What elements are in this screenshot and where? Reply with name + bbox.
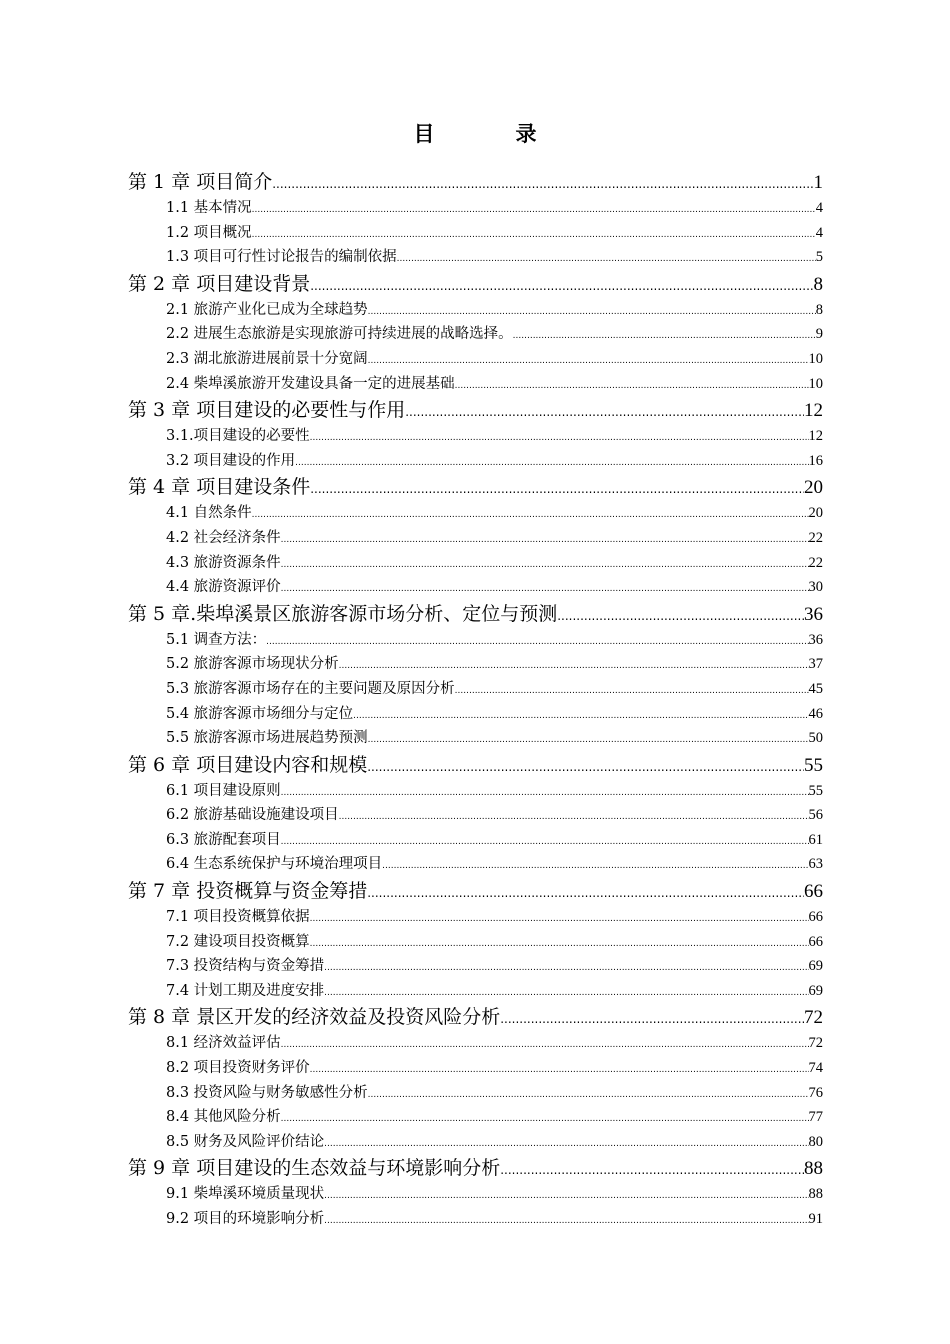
toc-dot-leader — [281, 575, 809, 602]
toc-page-number: 10 — [808, 375, 823, 392]
toc-section-entry[interactable] — [128, 1207, 823, 1232]
toc-section-entry[interactable] — [128, 347, 823, 372]
toc-dot-leader — [500, 1154, 804, 1184]
toc-entry-label: 第 5 章.柴埠溪景区旅游客源市场分析、定位与预测 — [128, 602, 558, 625]
toc-dot-leader — [339, 803, 809, 830]
toc-entry-label: 5.1 调查方法： — [166, 631, 267, 648]
toc-entry-label: 5.2 旅游客源市场现状分析 — [166, 656, 339, 673]
toc-dot-leader — [368, 298, 816, 325]
toc-entry-label: 6.3 旅游配套项目 — [166, 831, 281, 848]
toc-dot-leader — [405, 396, 804, 426]
toc-dot-leader — [455, 677, 809, 704]
toc-entry-label: 第 4 章 项目建设条件 — [128, 476, 311, 499]
toc-entry-label: 2.2 进展生态旅游是实现旅游可持续进展的战略选择。 — [166, 326, 513, 343]
toc-dot-leader — [310, 473, 804, 503]
toc-page-number: 66 — [808, 933, 823, 950]
toc-entry-label: 7.2 建设项目投资概算 — [166, 933, 310, 950]
toc-entry-label: 1.1 基本情况 — [166, 200, 252, 216]
toc-page-number: 1 — [813, 172, 823, 193]
toc-page-number: 20 — [808, 505, 823, 522]
toc-page-number: 22 — [808, 529, 823, 546]
toc-page-number: 37 — [808, 656, 823, 673]
toc-dot-leader — [324, 1207, 808, 1234]
toc-section-entry[interactable] — [128, 1105, 823, 1130]
toc-page-number: 36 — [808, 631, 823, 648]
toc-page-number: 91 — [808, 1211, 823, 1227]
toc-entry-label: 6.2 旅游基础设施建设项目 — [166, 807, 339, 824]
toc-section-entry[interactable] — [128, 1130, 823, 1155]
toc-dot-leader — [252, 221, 816, 248]
toc-section-entry[interactable] — [128, 905, 823, 930]
toc-page-number: 55 — [804, 754, 823, 776]
toc-entry-label: 6.1 项目建设原则 — [166, 782, 281, 799]
toc-dot-leader — [252, 196, 816, 223]
toc-entry-label: 第 1 章 项目简介 — [128, 171, 273, 193]
toc-page-number: 72 — [808, 1035, 823, 1052]
toc-page-number: 69 — [808, 958, 823, 975]
toc-section-entry[interactable] — [128, 852, 823, 877]
toc-section-entry[interactable] — [128, 1081, 823, 1106]
toc-page-number: 8 — [813, 273, 823, 295]
toc-chapter-entry[interactable] — [128, 473, 823, 501]
toc-page-number: 12 — [808, 428, 823, 445]
toc-page-number: 69 — [808, 982, 823, 999]
toc-dot-leader — [353, 702, 808, 729]
toc-entry-label: 5.3 旅游客源市场存在的主要问题及原因分析 — [166, 680, 455, 697]
toc-page-number: 76 — [808, 1084, 823, 1101]
toc-dot-leader — [281, 1031, 809, 1058]
toc-page-number: 66 — [804, 881, 823, 903]
toc-entry-label: 2.4 柴埠溪旅游开发建设具备一定的进展基础 — [166, 375, 455, 392]
toc-section-entry[interactable] — [128, 803, 823, 828]
toc-page-number: 74 — [808, 1060, 823, 1077]
toc-dot-leader — [295, 449, 808, 476]
toc-page-number: 20 — [804, 477, 823, 499]
toc-entry-label: 第 7 章 投资概算与资金筹措 — [128, 880, 368, 903]
toc-entry-label: 8.5 财务及风险评价结论 — [166, 1133, 325, 1150]
toc-section-entry[interactable] — [128, 501, 823, 526]
toc-entry-label: 4.3 旅游资源条件 — [166, 554, 281, 571]
toc-chapter-entry[interactable] — [128, 168, 823, 196]
toc-entry-label: 9.2 项目的环境影响分析 — [166, 1211, 325, 1227]
toc-chapter-entry[interactable] — [128, 396, 823, 424]
toc-section-entry[interactable] — [128, 245, 823, 270]
toc-entry-label: 第 2 章 项目建设背景 — [128, 272, 311, 295]
toc-dot-leader — [324, 1182, 808, 1209]
toc-dot-leader — [455, 372, 809, 399]
toc-section-entry[interactable] — [128, 702, 823, 727]
toc-section-entry[interactable] — [128, 196, 823, 221]
page-title: 目 录 — [413, 121, 567, 146]
toc-dot-leader — [324, 954, 808, 981]
toc-section-entry[interactable] — [128, 526, 823, 551]
toc-entry-label: 4.1 自然条件 — [166, 505, 252, 522]
toc-dot-leader — [367, 751, 804, 781]
toc-entry-label: 7.4 计划工期及进度安排 — [166, 982, 325, 999]
toc-chapter-entry[interactable] — [128, 751, 823, 779]
toc-section-entry[interactable] — [128, 979, 823, 1004]
toc-entry-label: 2.3 湖北旅游进展前景十分宽阔 — [166, 350, 368, 367]
toc-page-number: 8 — [815, 301, 823, 318]
toc-dot-leader — [368, 1081, 809, 1108]
toc-entry-label: 8.4 其他风险分析 — [166, 1109, 281, 1126]
toc-section-entry[interactable] — [128, 628, 823, 653]
toc-dot-leader — [310, 270, 813, 300]
toc-page-number: 66 — [808, 909, 823, 926]
toc-dot-leader — [310, 1056, 809, 1083]
toc-dot-leader — [281, 1105, 809, 1132]
toc-dot-leader — [281, 526, 809, 553]
toc-entry-label: 第 9 章 项目建设的生态效益与环境影响分析 — [128, 1157, 501, 1180]
toc-page-number: 5 — [815, 249, 823, 266]
toc-section-entry[interactable] — [128, 828, 823, 853]
toc-chapter-entry[interactable] — [128, 877, 823, 905]
toc-section-entry[interactable] — [128, 372, 823, 397]
toc-entry-label: 第 6 章 项目建设内容和规模 — [128, 753, 368, 776]
toc-entry-label: 9.1 柴埠溪环境质量现状 — [166, 1186, 325, 1203]
toc-page-number: 4 — [815, 200, 823, 216]
toc-chapter-entry[interactable] — [128, 600, 823, 628]
toc-page-number: 72 — [804, 1007, 823, 1029]
toc-page-number: 12 — [804, 400, 823, 422]
toc-dot-leader — [382, 852, 808, 879]
toc-entry-label: 3.1.项目建设的必要性 — [166, 428, 310, 445]
toc-dot-leader — [500, 1003, 804, 1033]
toc-page-number: 55 — [808, 782, 823, 799]
toc-page-number: 61 — [808, 831, 823, 848]
toc-page-number: 36 — [804, 603, 823, 625]
toc-entry-label: 3.2 项目建设的作用 — [166, 452, 296, 469]
toc-section-entry[interactable] — [128, 726, 823, 751]
toc-chapter-entry[interactable] — [128, 1154, 823, 1182]
toc-section-entry[interactable] — [128, 1056, 823, 1081]
toc-entry-label: 6.4 生态系统保护与环境治理项目 — [166, 856, 383, 873]
toc-section-entry[interactable] — [128, 575, 823, 600]
toc-chapter-entry[interactable] — [128, 1003, 823, 1031]
table-of-contents — [128, 168, 823, 1232]
toc-page-number: 4 — [815, 224, 823, 241]
toc-chapter-entry[interactable] — [128, 270, 823, 298]
toc-dot-leader — [367, 877, 804, 907]
toc-dot-leader — [281, 551, 809, 578]
toc-page-number: 63 — [808, 856, 823, 873]
toc-page-number: 50 — [808, 730, 823, 747]
toc-entry-label: 第 8 章 景区开发的经济效益及投资风险分析 — [128, 1006, 501, 1029]
toc-page-number: 10 — [808, 350, 823, 367]
toc-page-number: 88 — [804, 1158, 823, 1180]
toc-section-entry[interactable] — [128, 652, 823, 677]
toc-page-number: 56 — [808, 807, 823, 824]
toc-dot-leader — [310, 930, 809, 957]
toc-dot-leader — [272, 168, 813, 198]
toc-section-entry[interactable] — [128, 954, 823, 979]
toc-entry-label: 8.2 项目投资财务评价 — [166, 1060, 310, 1077]
toc-dot-leader — [324, 1130, 808, 1157]
toc-section-entry[interactable] — [128, 779, 823, 804]
toc-entry-label: 7.3 投资结构与资金筹措 — [166, 958, 325, 975]
toc-dot-leader — [368, 347, 809, 374]
toc-entry-label: 4.2 社会经济条件 — [166, 529, 281, 546]
toc-dot-leader — [252, 501, 809, 528]
toc-page-number: 9 — [815, 326, 823, 343]
toc-section-entry[interactable] — [128, 930, 823, 955]
toc-section-entry[interactable] — [128, 322, 823, 347]
toc-section-entry[interactable] — [128, 449, 823, 474]
toc-section-entry[interactable] — [128, 1031, 823, 1056]
toc-section-entry[interactable] — [128, 424, 823, 449]
toc-entry-label: 2.1 旅游产业化已成为全球趋势 — [166, 301, 368, 318]
toc-entry-label: 8.1 经济效益评估 — [166, 1035, 281, 1052]
toc-dot-leader — [513, 322, 816, 349]
toc-section-entry[interactable] — [128, 551, 823, 576]
toc-page-number: 46 — [808, 705, 823, 722]
toc-page-number: 45 — [808, 680, 823, 697]
toc-page-number: 30 — [808, 579, 823, 596]
toc-entry-label: 1.3 项目可行性讨论报告的编制依据 — [166, 249, 397, 266]
toc-page-number: 77 — [808, 1109, 823, 1126]
toc-entry-label: 4.4 旅游资源评价 — [166, 579, 281, 596]
toc-dot-leader — [339, 652, 809, 679]
toc-entry-label: 第 3 章 项目建设的必要性与作用 — [128, 399, 406, 422]
toc-page-number: 88 — [808, 1186, 823, 1203]
toc-section-entry[interactable] — [128, 298, 823, 323]
toc-page-number: 80 — [808, 1133, 823, 1150]
toc-dot-leader — [368, 726, 809, 753]
toc-section-entry[interactable] — [128, 1182, 823, 1207]
toc-page-number: 22 — [808, 554, 823, 571]
toc-section-entry[interactable] — [128, 677, 823, 702]
toc-dot-leader — [310, 424, 809, 451]
toc-dot-leader — [324, 979, 808, 1006]
toc-dot-leader — [557, 600, 804, 630]
toc-page-number: 16 — [808, 452, 823, 469]
toc-dot-leader — [281, 779, 809, 806]
toc-section-entry[interactable] — [128, 221, 823, 246]
toc-entry-label: 5.4 旅游客源市场细分与定位 — [166, 705, 354, 722]
toc-dot-leader — [266, 628, 808, 655]
toc-dot-leader — [397, 245, 816, 272]
toc-dot-leader — [281, 828, 809, 855]
toc-entry-label: 7.1 项目投资概算依据 — [166, 909, 310, 926]
toc-entry-label: 5.5 旅游客源市场进展趋势预测 — [166, 730, 368, 747]
toc-entry-label: 1.2 项目概况 — [166, 224, 252, 241]
toc-entry-label: 8.3 投资风险与财务敏感性分析 — [166, 1084, 368, 1101]
toc-dot-leader — [310, 905, 809, 932]
